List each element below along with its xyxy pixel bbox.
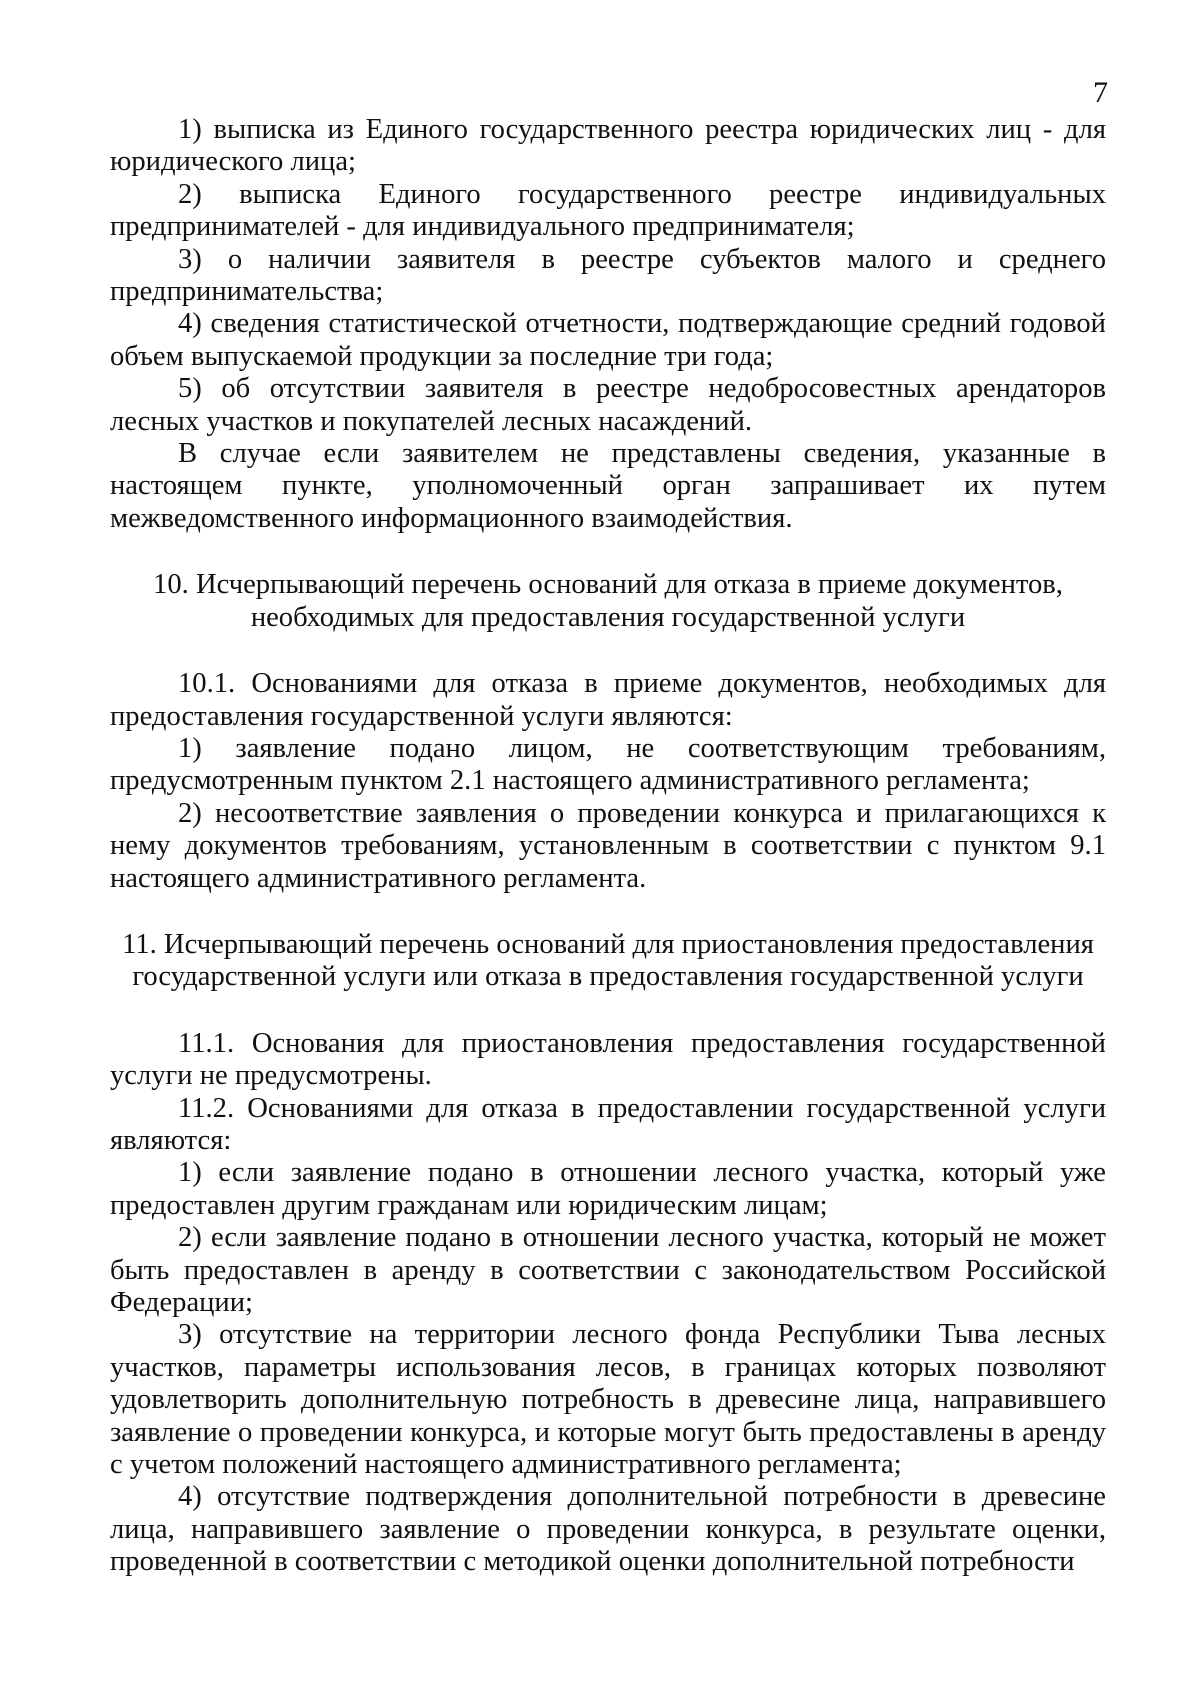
list-item: 3) отсутствие на территории лесного фонда Республики Тыва лесных участков, параметры использования лесов, в границах которых позволяют удовлетворить дополнительную потребность в древесине лица, направившего заявление о проведении конкурса, и которые могут быть предоставлены в аренду с учетом положений настоящего административного регламента; [110,1319,1106,1481]
list-item: 1) выписка из Единого государственного реестра юридических лиц - для юридического лица; [110,114,1106,178]
page-number: 7 [1093,76,1108,109]
list-item: 2) несоответствие заявления о проведении конкурса и прилагающихся к нему документов требованиям, установленным в соответствии с пунктом 9.1 настоящего административного регламента. [110,797,1106,894]
section-heading-line: государственной услуги или отказа в предоставления государственной услуги [132,961,1084,993]
list-item: 1) заявление подано лицом, не соответствующим требованиям, предусмотренным пунктом 2.1 настоящего административного регламента; [110,732,1106,797]
section-11-heading [110,929,1106,994]
section-10-body [110,668,1106,895]
list-item: 1) если заявление подано в отношении лесного участка, который уже предоставлен другим гражданам или юридическим лицам; [110,1157,1106,1221]
section-heading-line: 10. Исчерпывающий перечень оснований для отказа в приеме документов, [153,569,1063,601]
section-heading-line: необходимых для предоставления государственной услуги [250,601,966,633]
list-item: 4) сведения статистической отчетности, подтверждающие средний годовой объем выпускаемой продукции за последние три года; [110,308,1106,372]
section-heading-line: 11. Исчерпывающий перечень оснований для приостановления предоставления [122,928,1094,960]
section-10-heading [110,569,1106,634]
list-item: 3) о наличии заявителя в реестре субъектов малого и среднего предпринимательства; [110,243,1106,308]
list-item: 5) об отсутствии заявителя в реестре недобросовестных арендаторов лесных участков и покупателей лесных насаждений. [110,373,1106,437]
paragraph: В случае если заявителем не представлены сведения, указанные в настоящем пункте, уполномоченный орган запрашивает их путем межведомственного информационного взаимодействия. [110,438,1106,534]
document-body [110,114,1106,1579]
list-item: 2) если заявление подано в отношении лесного участка, который не может быть предоставлен в аренду в соответствии с законодательством Российской Федерации; [110,1222,1106,1318]
paragraph: 10.1. Основаниями для отказа в приеме документов, необходимых для предоставления государственной услуги являются: [110,668,1106,732]
list-item: 2) выписка Единого государственного реестре индивидуальных предпринимателей - для индивидуального предпринимателя; [110,178,1106,243]
paragraph: 11.2. Основаниями для отказа в предоставлении государственной услуги являются: [110,1092,1106,1156]
paragraph: 11.1. Основания для приостановления предоставления государственной услуги не предусмотрены. [110,1027,1106,1092]
list-item: 4) отсутствие подтверждения дополнительной потребности в древесине лица, направившего заявление о проведении конкурса, в результате оценки, проведенной в соответствии с методикой оценки дополнительной потребности [110,1481,1106,1578]
section-11-body [110,1028,1106,1579]
